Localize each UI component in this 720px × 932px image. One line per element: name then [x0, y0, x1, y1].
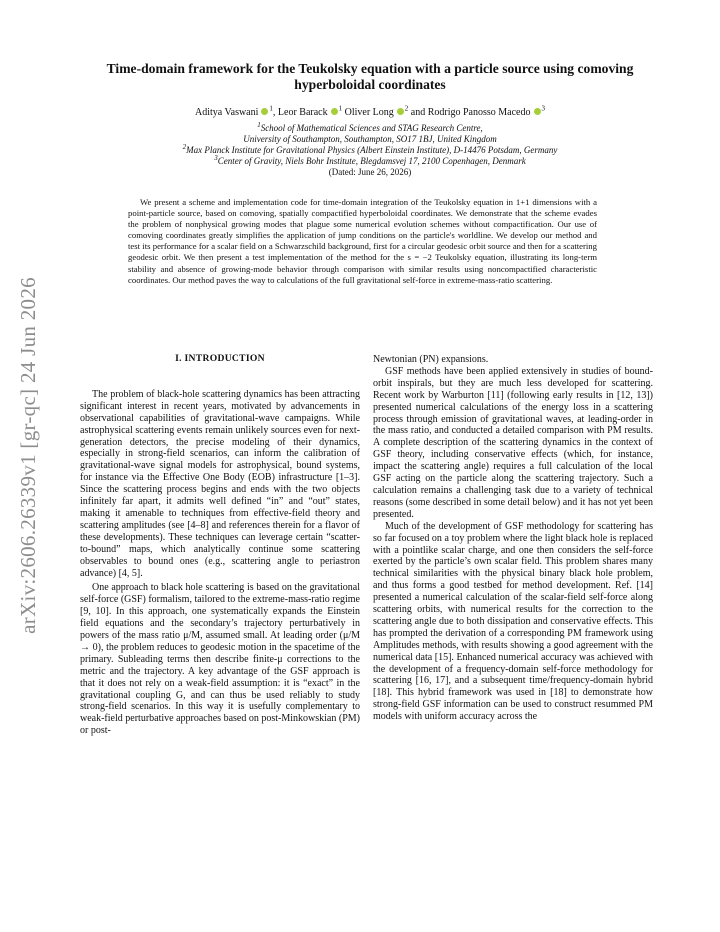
author-name[interactable]: Oliver Long	[344, 107, 394, 118]
affiliation-text: Center of Gravity, Niels Bohr Institute, Blegdamsvej 17, 2100 Copenhagen, Denmark	[217, 156, 526, 166]
right-column	[373, 354, 653, 723]
body-paragraph: GSF methods have been applied extensively in studies of bound-orbit inspirals, but they are much less developed for scattering. Recent work by Warburton [11] (following early results in [12, 13]) presented numerical calculations of the energy loss in a scattering process through emission of gravitational waves, at leading-order in the mass ratio, and conducted a detailed comparison with PM results. A complete description of the scattering dynamics in the context of GSF theory, including conservative effects (which, for instance, impact the scattering angle) requires a full calculation of the local GSF acting on the particle along the scattering trajectory. Such a calculation remains a challenging task due to a variety of technical reasons (some described in some detail below) and it has not yet been presented.	[373, 365, 653, 520]
abstract: We present a scheme and implementation code for time-domain integration of the Teukolsky equation in 1+1 dimensions with a point-particle source, based on comoving, spatially compactified hyperboloidal coordinates. We demonstrate that the scheme evades the problem of nonphysical growing modes that plague some numerical evolution schemes without compactification. Our use of comoving coordinates greatly simplifies the application of jump conditions on the particle's worldline. We develop our method and test its performance for a scalar field on a Schwarzschild background, first for a circular geodesic orbit source and then for a scattering geodesic orbit. We then present a test implementation of the method for the s = −2 Teukolsky equation, illustrating its long-term stability and absence of growing-mode behavior through comparison with similar results using noncompactified characteristic coordinates. Our method paves the way to calculations of the full gravitational self-force in extreme-mass-ratio scattering.	[128, 197, 597, 285]
affiliation-line	[80, 134, 660, 145]
author-affil-mark: 1	[269, 104, 273, 113]
affiliation-number: 1	[257, 121, 261, 129]
section-heading-introduction: I. INTRODUCTION	[175, 353, 265, 364]
affiliation-number: 2	[182, 143, 187, 151]
affiliation-line	[80, 123, 660, 134]
affiliation-line	[80, 145, 660, 156]
body-paragraph: Newtonian (PN) expansions.	[373, 354, 489, 365]
affiliation-text: University of Southampton, Southampton, SO17 1BJ, United Kingdom	[243, 134, 497, 144]
author-affil-mark: 2	[404, 104, 409, 113]
affiliation-line	[80, 156, 660, 167]
orcid-icon[interactable]	[261, 108, 268, 115]
orcid-icon[interactable]	[397, 108, 404, 115]
author-name[interactable]: Aditya Vaswani	[194, 107, 259, 118]
body-paragraph: Much of the development of GSF methodology for scattering has so far focused on a toy problem where the light black hole is replaced with a pointlike scalar charge, and one then considers the self-force exerted by the particle’s own scalar field. This problem shares many technical similarities with the physical binary black hole problem, and thus forms a good testbed for method development. Ref. [14] presented a numerical calculation of the scalar-field self-force along scattering orbits, with numerical results for the correction to the scattering angle due to both dissipation and conservative effects. This has prompted the derivation of a corresponding PM framework using Amplitudes methods, with results showing a good agreement with the numerical data [15]. Enhanced numerical accuracy was achieved with the development of a frequency-domain self-force methodology for scattering [16, 17], and a subsequent time/frequency-domain hybrid [18]. This hybrid framework was used in [18] to demonstrate how strong-field GSF information can be used to construct resummed PM models with uniform accuracy across the	[373, 520, 653, 723]
body-paragraph: The problem of black-hole scattering dynamics has been attracting significant interest in recent years, motivated by advancements in observational capabilities of gravitational-wave campaigns. While astrophysical scattering events remain unlikely sources even for next-generation detectors, the precise modeling of their dynamics, especially in strong-field scenarios, can inform the calibration of gravitational-wave signal models for astrophysical, bound systems, for instance via the Effective One Body (EOB) infrastructure [1–3]. Since the scattering process begins and ends with the two objects infinitely far apart, it admits well defined “in” and “out” states, making it amenable to techniques from effective-field theory and scattering amplitudes (see [4–8] and references therein for a flavor of these developments). These techniques can leverage certain “scatter-to-bound” maps, which analytically continue some scattering observables to bound ones (e.g., scattering angle to periastron advance) [4, 5].	[80, 388, 360, 579]
author-list	[80, 106, 660, 119]
arxiv-identifier	[6, 265, 50, 645]
affiliation-text: School of Mathematical Sciences and STAG Research Centre,	[260, 123, 483, 133]
author-affil-mark: 1	[338, 104, 343, 113]
left-column	[80, 350, 360, 737]
dated-line: (Dated: June 26, 2026)	[328, 167, 412, 177]
orcid-icon[interactable]	[331, 108, 338, 115]
paper-title: Time-domain framework for the Teukolsky equation with a particle source using comoving hyperboloidal coordinates	[106, 61, 634, 92]
affiliation-number: 3	[214, 154, 218, 162]
affiliation-block	[80, 123, 660, 178]
orcid-icon[interactable]	[534, 108, 541, 115]
author-separator: and	[408, 107, 428, 118]
author-affil-mark: 3	[541, 104, 545, 113]
body-paragraph: One approach to black hole scattering is based on the gravitational self-force (GSF) formalism, tailored to the extreme-mass-ratio regime [9, 10]. In this approach, one systematically expands the Einstein field equations and the secondary’s trajectory perturbatively in powers of the mass ratio μ/M, assumed small. At leading order (μ/M → 0), the problem reduces to geodesic motion in the spacetime of the primary. Subleading terms then describe finite-μ corrections to the metric and the trajectory. A key advantage of the GSF approach is that it does not rely on a weak-field assumption: it is “exact” in the gravitational coupling G, and can thus be used reliably to study strong-field scenarios. In this way it is usefully complementary to weak-field perturbative approaches based on post-Minkowskian (PM) or post-	[80, 582, 360, 737]
author-separator: ,	[272, 107, 278, 118]
arxiv-identifier-text: arXiv:2606.26339v1 [gr-qc] 24 Jun 2026	[15, 276, 40, 634]
author-name[interactable]: Rodrigo Panosso Macedo	[427, 107, 531, 118]
author-name[interactable]: Leor Barack	[277, 107, 328, 118]
affiliation-text: Max Planck Institute for Gravitational Physics (Albert Einstein Institute), D-14476 Potsdam, Germany	[186, 145, 558, 155]
